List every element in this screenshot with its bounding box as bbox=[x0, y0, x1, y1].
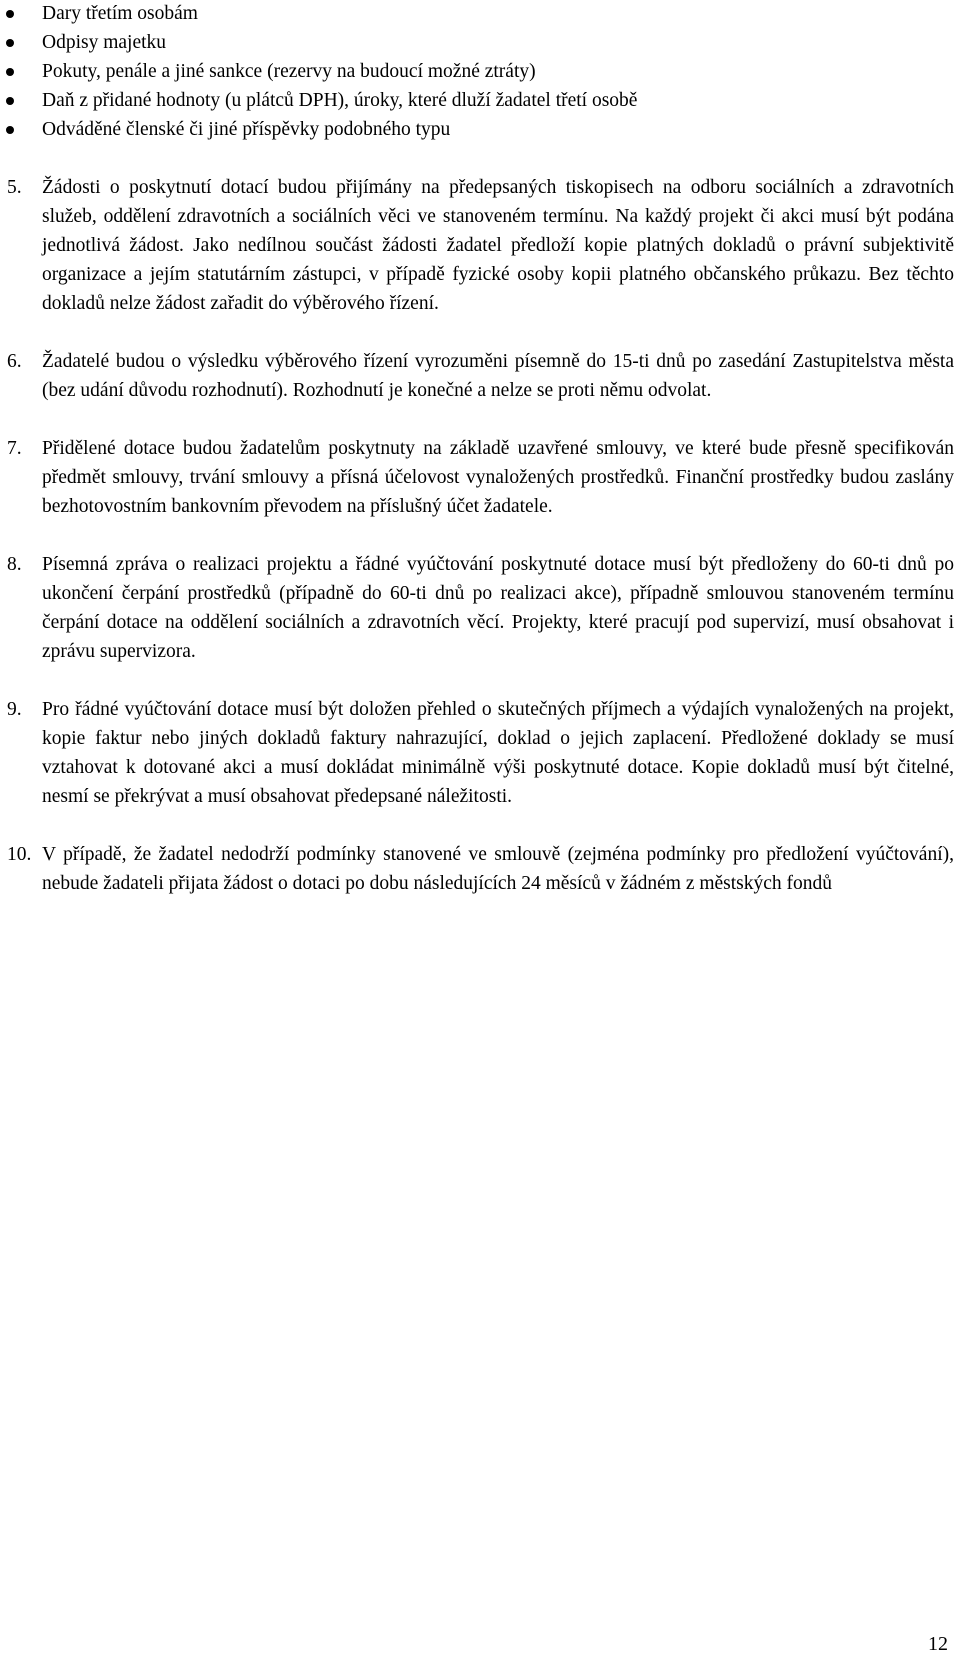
numbered-item-5 bbox=[0, 173, 960, 318]
item-number: 8. bbox=[7, 554, 22, 575]
bullet-text: Daň z přidané hodnoty (u plátců DPH), úroky, které dluží žadatel třetí osobě bbox=[42, 90, 638, 111]
item-text: Přidělené dotace budou žadatelům poskytnuty na základě uzavřené smlouvy, ve které bude přesně specifikován předmět smlouvy, trvání smlouvy a přísná účelovost vynaložených prostředků. Finanční prostředky budou zaslány bezhotovostním bankovním převodem na příslušný účet žadatele. bbox=[42, 438, 954, 517]
bullet-text: Dary třetím osobám bbox=[42, 3, 198, 24]
item-text: Žádosti o poskytnutí dotací budou přijímány na předepsaných tiskopisech na odboru sociálních a zdravotních služeb, oddělení zdravotních a sociálních věci ve stanoveném termínu. Na každý projekt či akci musí být podána jednotlivá žádost. Jako nedílnou součást žádosti žadatel předloží kopie platných dokladů o právní subjektivitě organizace a jejím statutárním zástupci, v případě fyzické osoby kopii platného občanského průkazu. Bez těchto dokladů nelze žádost zařadit do výběrového řízení. bbox=[42, 177, 954, 314]
page-number: 12 bbox=[928, 1633, 948, 1655]
numbered-item-10 bbox=[0, 840, 960, 898]
bullet-text: Odváděné členské či jiné příspěvky podobného typu bbox=[42, 119, 451, 140]
item-number: 7. bbox=[7, 438, 22, 459]
numbered-item-6 bbox=[0, 347, 960, 405]
item-text: Pro řádné vyúčtování dotace musí být doložen přehled o skutečných příjmech a výdajích vynaložených na projekt, kopie faktur nebo jiných dokladů faktury nahrazující, doklad o jejich zaplacení. Předložené doklady se musí vztahovat k dotované akci a musí dokládat minimálně výši poskytnuté dotace. Kopie dokladů musí být čitelné, nesmí se překrývat a musí obsahovat předepsané náležitosti. bbox=[42, 699, 954, 807]
bullet-dot-icon bbox=[6, 97, 14, 105]
bullet-dot-icon bbox=[6, 126, 14, 134]
item-number: 9. bbox=[7, 699, 22, 720]
item-text: V případě, že žadatel nedodrží podmínky stanovené ve smlouvě (zejména podmínky pro předložení vyúčtování), nebude žadateli přijata žádost o dotaci po dobu následujících 24 měsíců v žádném z městských fondů bbox=[42, 844, 954, 894]
item-number: 10. bbox=[7, 844, 32, 865]
bullet-item bbox=[0, 28, 960, 57]
bullet-item bbox=[0, 86, 960, 115]
numbered-item-8 bbox=[0, 550, 960, 666]
bullet-list bbox=[0, 0, 960, 144]
item-number: 6. bbox=[7, 351, 22, 372]
item-text: Písemná zpráva o realizaci projektu a řádné vyúčtování poskytnuté dotace musí být předloženy do 60-ti dnů po ukončení čerpání prostředků (případně do 60-ti dnů po realizaci akce), případně smlouvou stanoveném termínu čerpání dotace na oddělení sociálních a zdravotních věcí. Projekty, které pracují pod supervizí, musí obsahovat i zprávu supervizora. bbox=[42, 554, 954, 662]
item-text: Žadatelé budou o výsledku výběrového řízení vyrozuměni písemně do 15-ti dnů po zasedání Zastupitelstva města (bez udání důvodu rozhodnutí). Rozhodnutí je konečné a nelze se proti němu odvolat. bbox=[42, 351, 954, 401]
numbered-item-7 bbox=[0, 434, 960, 521]
bullet-dot-icon bbox=[6, 68, 14, 76]
numbered-item-9 bbox=[0, 695, 960, 811]
bullet-item bbox=[0, 115, 960, 144]
bullet-item bbox=[0, 57, 960, 86]
bullet-item bbox=[0, 0, 960, 28]
bullet-text: Odpisy majetku bbox=[42, 32, 167, 53]
bullet-dot-icon bbox=[6, 10, 14, 18]
bullet-text: Pokuty, penále a jiné sankce (rezervy na budoucí možné ztráty) bbox=[42, 61, 536, 82]
bullet-dot-icon bbox=[6, 39, 14, 47]
numbered-list bbox=[0, 173, 960, 927]
item-number: 5. bbox=[7, 177, 22, 198]
